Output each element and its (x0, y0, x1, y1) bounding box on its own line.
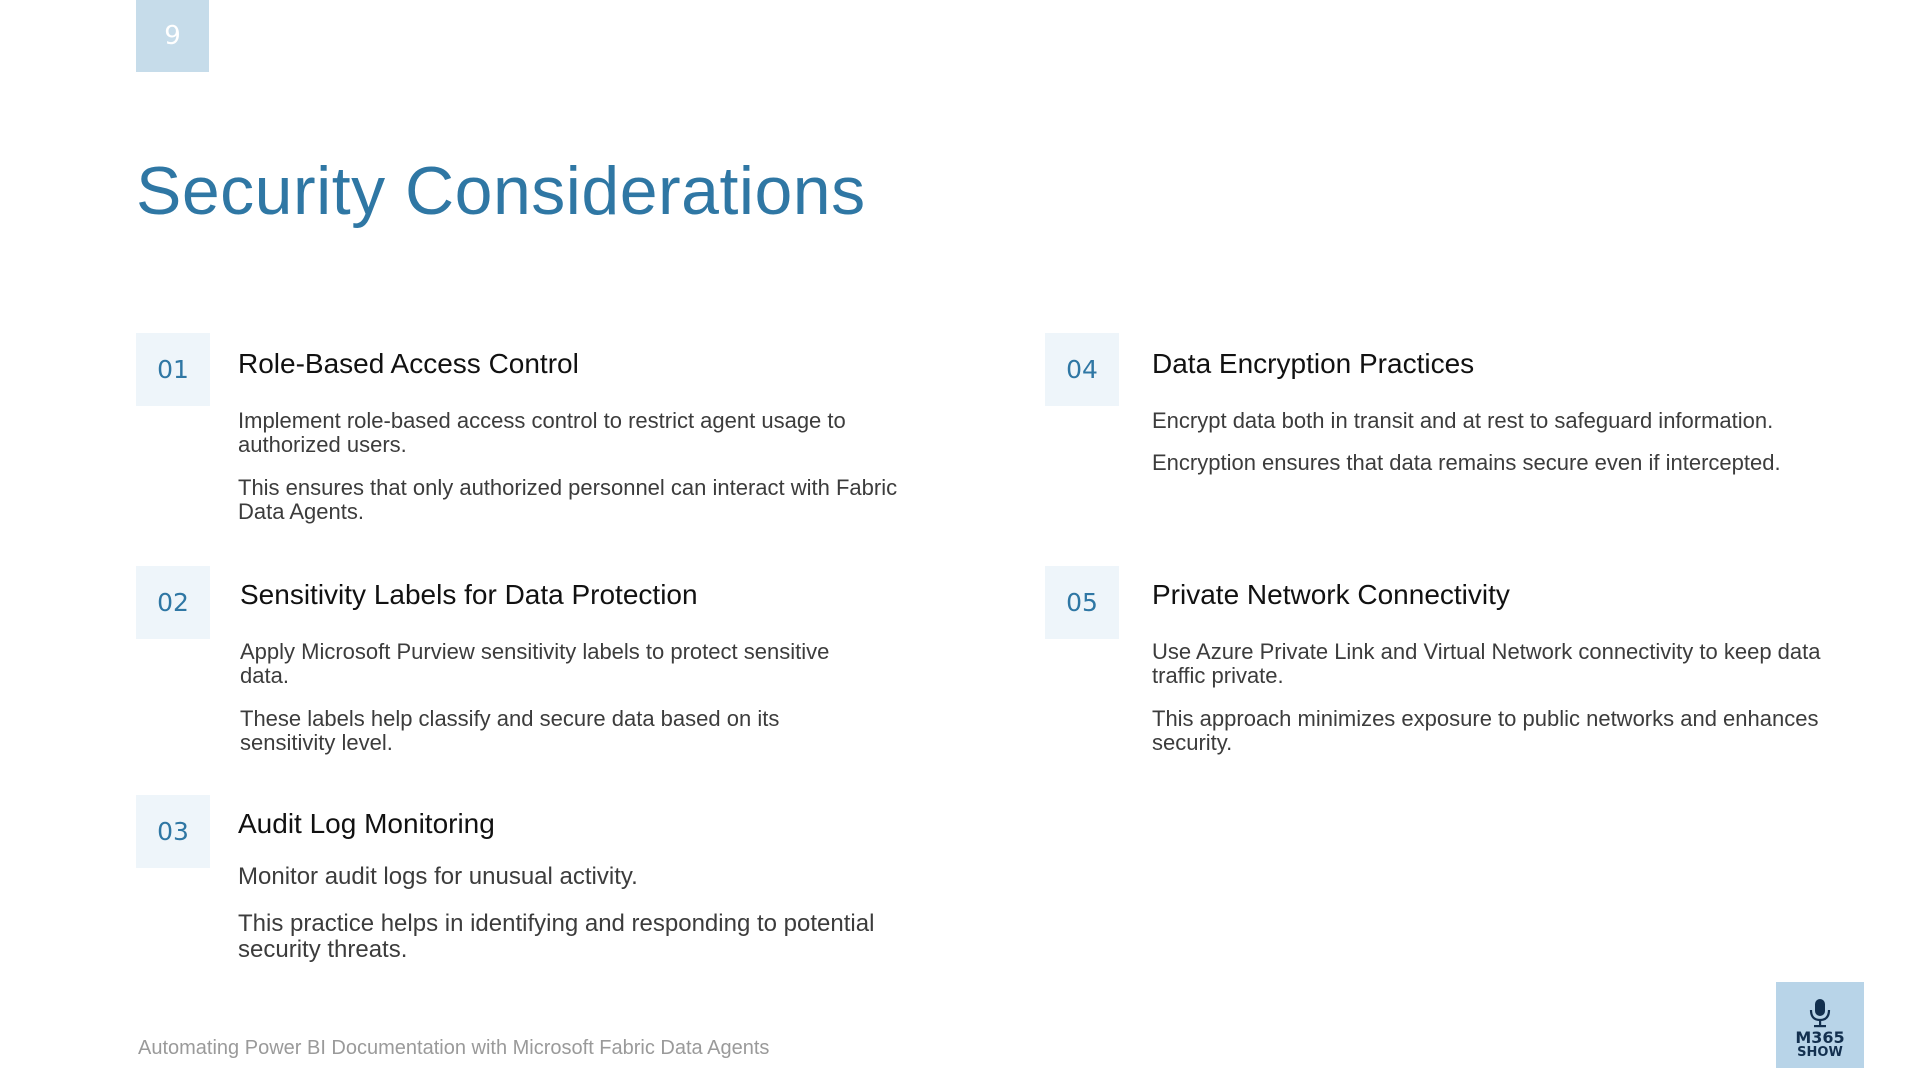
logo-line-1: M365 (1795, 1028, 1845, 1047)
item-point: Implement role-based access control to restrict agent usage to authorized users. (238, 408, 846, 457)
item-point: This approach minimizes exposure to public networks and enhances security. (1152, 706, 1819, 755)
m365-show-logo (1776, 982, 1864, 1068)
item-point: Use Azure Private Link and Virtual Network connectivity to keep data traffic private. (1152, 639, 1821, 688)
item-point: This practice helps in identifying and responding to potential security threats. (238, 910, 875, 963)
microphone-icon (1808, 990, 1832, 1028)
item-number-badge: 05 (1045, 566, 1119, 639)
item-body (238, 864, 918, 984)
item-point: Encrypt data both in transit and at rest to safeguard information. (1152, 408, 1774, 433)
item-point: This ensures that only authorized personnel can interact with Fabric Data Agents. (238, 475, 898, 524)
slide-number: 9 (136, 0, 209, 72)
item-body (1152, 640, 1822, 774)
logo-wordmark (1795, 1030, 1844, 1060)
item-point: Encryption ensures that data remains secure even if intercepted. (1152, 450, 1781, 475)
item-body (240, 640, 880, 774)
item-body (1152, 409, 1852, 494)
item-number-badge: 04 (1045, 333, 1119, 406)
footer-text: Automating Power BI Documentation with Microsoft Fabric Data Agents (138, 1037, 770, 1059)
item-number-badge: 02 (136, 566, 210, 639)
item-heading: Data Encryption Practices (1152, 348, 1475, 379)
item-point: These labels help classify and secure data based on its sensitivity level. (240, 706, 780, 755)
item-heading: Sensitivity Labels for Data Protection (240, 579, 698, 610)
item-point: Monitor audit logs for unusual activity. (238, 863, 638, 890)
item-heading: Audit Log Monitoring (238, 808, 495, 839)
item-heading: Role-Based Access Control (238, 348, 579, 379)
item-body (238, 409, 898, 543)
item-number-badge: 01 (136, 333, 210, 406)
item-point: Apply Microsoft Purview sensitivity labels to protect sensitive data. (240, 639, 830, 688)
item-heading: Private Network Connectivity (1152, 579, 1510, 610)
item-number-badge: 03 (136, 795, 210, 868)
page-title: Security Considerations (136, 153, 866, 229)
logo-line-2: SHOW (1797, 1045, 1843, 1060)
